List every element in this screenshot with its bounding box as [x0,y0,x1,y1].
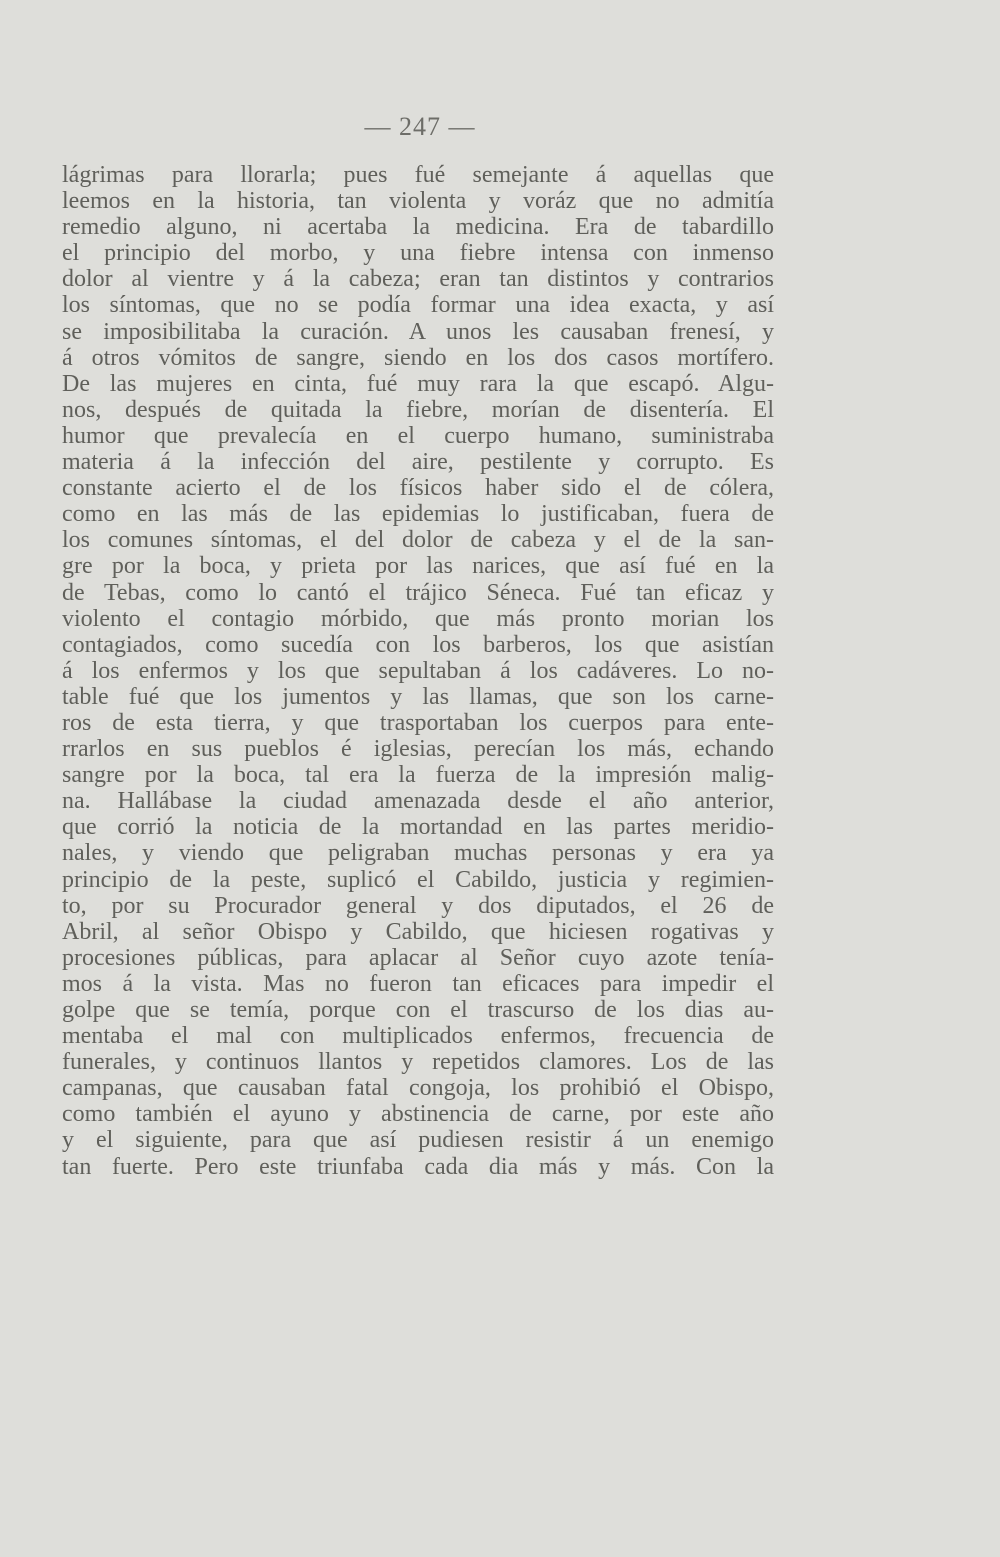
text-line: nales, y viendo que peligraban muchas personas y era ya [62,840,774,867]
text-line: table fué que los jumentos y las llamas, que son los carne- [62,683,774,710]
text-line: sangre por la boca, tal era la fuerza de la impresión malig- [62,762,774,789]
text-line: á otros vómitos de sangre, siendo en los dos casos mortífero. [62,344,774,371]
body-text [62,162,774,1180]
text-line: á los enfermos y los que sepultaban á los cadáveres. Lo no- [62,657,774,684]
text-line: y el siguiente, para que así pudiesen resistir á un enemigo [62,1127,774,1154]
text-line: De las mujeres en cinta, fué muy rara la que escapó. Algu- [62,370,774,397]
text-line: to, por su Procurador general y dos diputados, el 26 de [62,892,774,919]
text-line: como también el ayuno y abstinencia de carne, por este año [62,1101,774,1128]
text-line: procesiones públicas, para aplacar al Señor cuyo azote tenía- [62,944,774,971]
text-line: golpe que se temía, porque con el trascurso de los dias au- [62,997,774,1023]
text-line: rrarlos en sus pueblos é iglesias, perecían los más, echando [62,736,774,763]
text-line: contagiados, como sucedía con los barberos, los que asistían [62,631,774,658]
text-line: ros de esta tierra, y que trasportaban los cuerpos para ente- [62,709,774,736]
text-line: mos á la vista. Mas no fueron tan eficaces para impedir el [62,970,774,997]
text-line: que corrió la noticia de la mortandad en las partes meridio- [62,814,774,841]
text-line: como en las más de las epidemias lo justificaban, fuera de [62,501,774,528]
text-line: se imposibilitaba la curación. A unos les causaban frenesí, y [62,318,774,345]
text-line: Abril, al señor Obispo y Cabildo, que hiciesen rogativas y [62,918,774,945]
text-line: los comunes síntomas, el del dolor de cabeza y el de la san- [62,527,774,554]
text-line: campanas, que causaban fatal congoja, los prohibió el Obispo, [62,1075,774,1102]
text-line: nos, después de quitada la fiebre, morían de disentería. El [62,396,774,423]
text-line: humor que prevalecía en el cuerpo humano, suministraba [62,422,774,449]
text-line: violento el contagio mórbido, que más pronto morian los [62,605,774,632]
text-line: remedio alguno, ni acertaba la medicina. Era de tabardillo [62,214,774,241]
text-line: los síntomas, que no se podía formar una idea exacta, y así [62,292,774,319]
text-line: gre por la boca, y prieta por las narices, que así fué en la [62,553,774,580]
text-line: de Tebas, como lo cantó el trájico Séneca. Fué tan eficaz y [62,579,774,606]
text-line: leemos en la historia, tan violenta y voráz que no admitía [62,188,774,215]
text-line: constante acierto el de los físicos haber sido el de cólera, [62,475,774,502]
text-line: mentaba el mal con multiplicados enfermos, frecuencia de [62,1023,774,1050]
text-line: funerales, y continuos llantos y repetidos clamores. Los de las [62,1049,774,1076]
text-line: tan fuerte. Pero este triunfaba cada dia más y más. Con la [62,1153,774,1180]
text-line: materia á la infección del aire, pestilente y corrupto. Es [62,449,774,476]
page-number: — 247 — [364,112,476,141]
text-line: na. Hallábase la ciudad amenazada desde el año anterior, [62,788,774,815]
text-line: dolor al vientre y á la cabeza; eran tan distintos y contrarios [62,266,774,293]
text-line: el principio del morbo, y una fiebre intensa con inmenso [62,240,774,267]
text-line: lágrimas para llorarla; pues fué semejante á aquellas que [62,162,774,188]
text-line: principio de la peste, suplicó el Cabildo, justicia y regimien- [62,866,774,893]
